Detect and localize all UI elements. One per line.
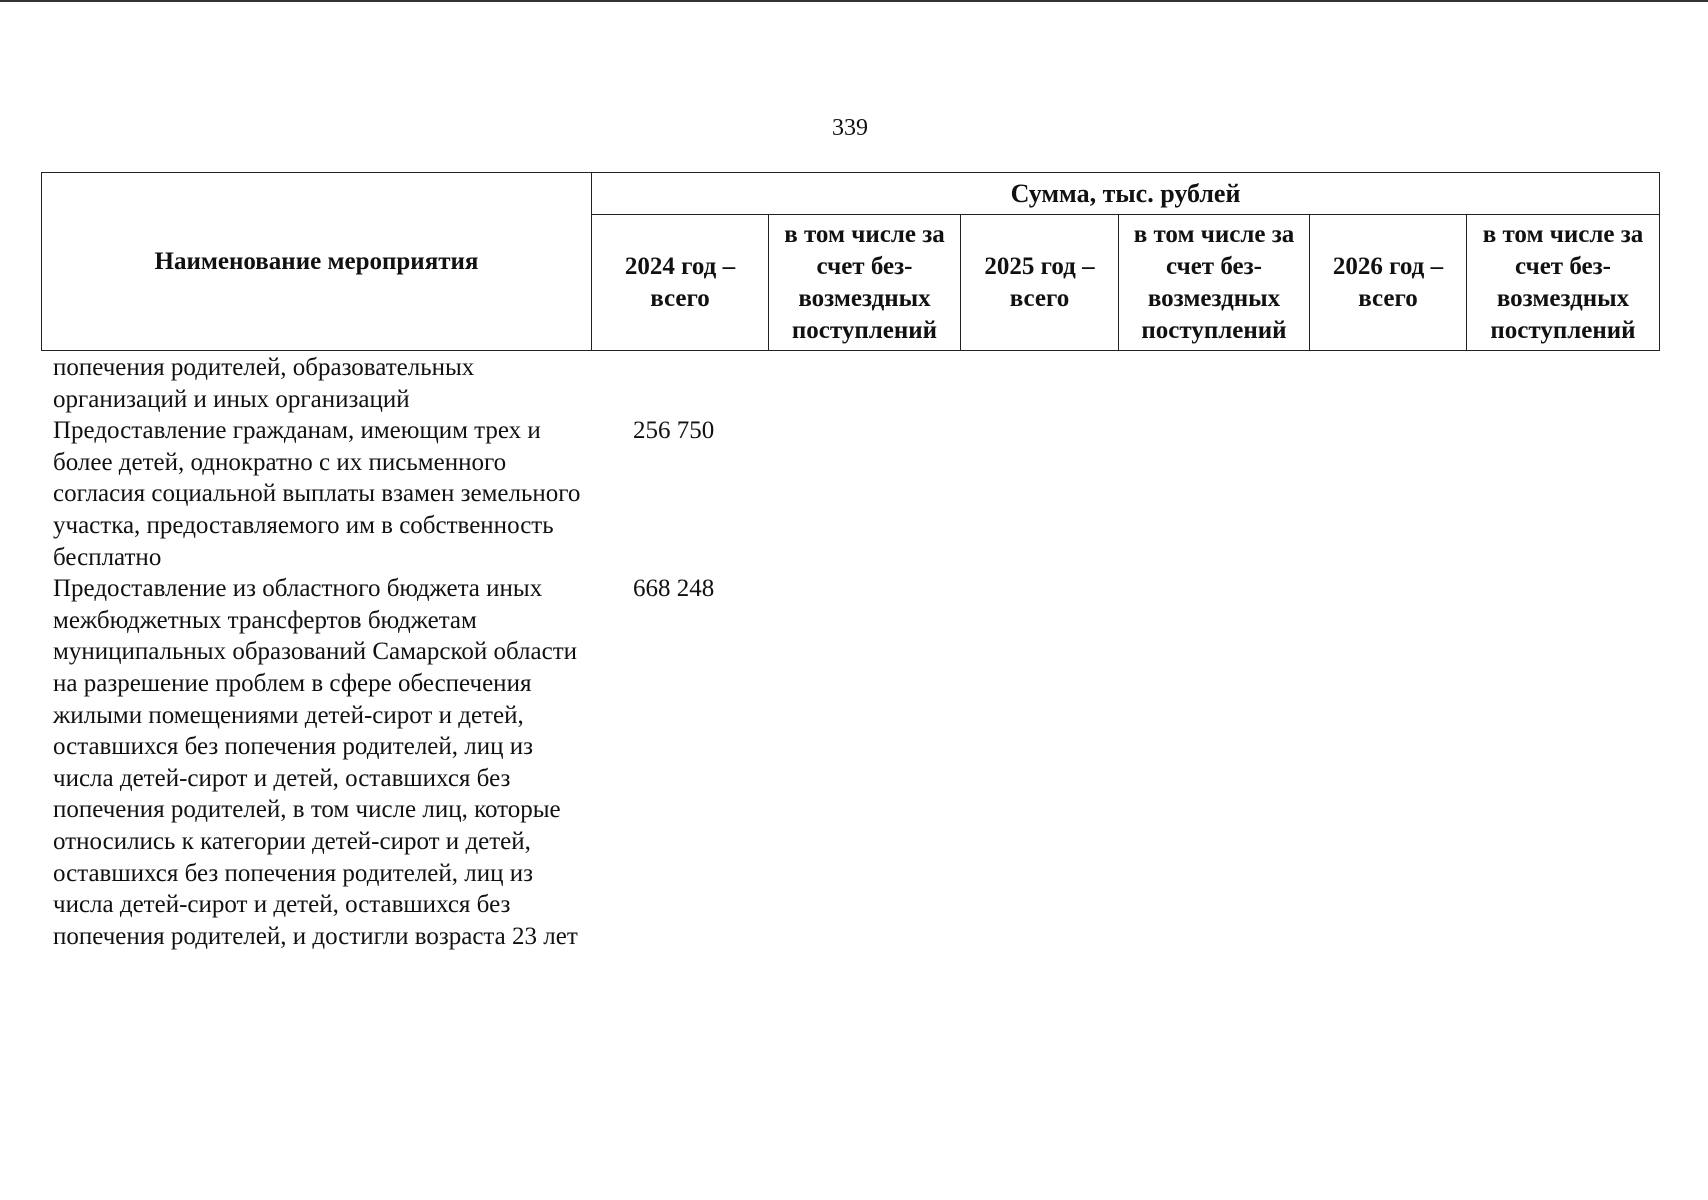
measure-name: попечения родителей, образовательных организаций и иных организаций [53,354,475,413]
table-row [53,415,1653,573]
page-number: 339 [832,115,868,141]
table-row [53,573,1653,952]
value-2024-total: 256 750 [633,417,715,445]
top-border-line [0,0,1708,2]
name-column-header: Наименование мероприятия [42,173,592,351]
measure-name: Предоставление из областного бюджета иных межбюджетных трансфертов бюджетам муниципальных образований Самарской области на разрешение проблем в сфере обеспечения жилыми помещениями детей-сирот и детей, оставшихся без попечения родителей, лиц из числа детей-сирот и детей, оставшихся без попечения родителей, в том числе лиц, которые относились к категории детей-сирот и детей, оставшихся без попечения родителей, лиц из числа детей-сирот и детей, оставшихся без попечения родителей, и достигли возраста 23 лет [53,575,578,950]
measure-name: Предоставление гражданам, имеющим трех и более детей, однократно с их письменного согласия социальной выплаты взамен земельного участка, предоставляемого им в собственность бесплатно [53,417,581,571]
column-header-2025-total: 2025 год – всего [961,215,1119,351]
table-body [53,352,1653,952]
column-header-2026-total: 2026 год – всего [1310,215,1467,351]
column-header-2025-gratuitous: в том числе за счет без-возмездных поступлений [1119,215,1310,351]
column-header-2024-gratuitous: в том числе за счет без-возмездных поступлений [769,215,961,351]
budget-table-header [41,172,1660,351]
value-2024-total: 668 248 [633,575,715,603]
column-header-2024-total: 2024 год – всего [592,215,769,351]
column-header-2026-gratuitous: в том числе за счет без-возмездных поступлений [1467,215,1660,351]
sum-column-header: Сумма, тыс. рублей [592,173,1660,215]
table-row [53,352,1653,415]
